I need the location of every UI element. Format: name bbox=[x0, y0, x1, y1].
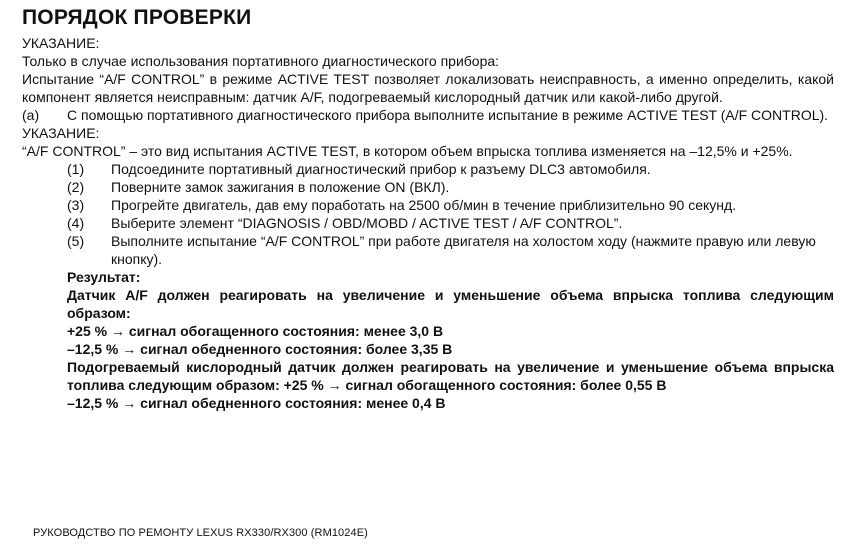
note-paragraph: Испытание “A/F CONTROL” в режиме ACTIVE TEST позволяет локализовать неисправность, а именно определить, какой компонент является неисправным: датчик A/F, подогреваемый кислородный датчик или какой-либо другой. bbox=[22, 71, 834, 105]
step-text: Выполните испытание “A/F CONTROL” при работе двигателя на холостом ходу (нажмите правую или левую кнопку). bbox=[111, 233, 816, 267]
step-item bbox=[67, 178, 834, 196]
step-a bbox=[22, 106, 834, 124]
step-list bbox=[67, 160, 834, 268]
result-block bbox=[67, 268, 834, 412]
page-footer: РУКОВОДСТВО ПО РЕМОНТУ LEXUS RX330/RX300 (RM1024E) bbox=[33, 527, 368, 539]
step-text: Прогрейте двигатель, дав ему поработать на 2500 об/мин в течение приблизительно 90 секунд. bbox=[111, 197, 737, 213]
step-label: (4) bbox=[67, 215, 85, 231]
step-label: (1) bbox=[67, 161, 85, 177]
af-rich-value: +25 % → сигнал обогащенного состояния: менее 3,0 В bbox=[67, 323, 444, 339]
af-sensor-requirement: Датчик A/F должен реагировать на увеличение и уменьшение объема впрыска топлива следующим образом: bbox=[67, 287, 834, 321]
ho2-lean-value: –12,5 % → сигнал обедненного состояния: менее 0,4 В bbox=[67, 395, 446, 411]
step-text: Поверните замок зажигания в положение ON (ВКЛ). bbox=[111, 179, 450, 195]
step-label: (a) bbox=[22, 107, 40, 123]
step-item bbox=[67, 160, 834, 178]
note-heading: УКАЗАНИЕ: bbox=[22, 35, 100, 51]
step-item bbox=[67, 196, 834, 214]
step-item bbox=[67, 214, 834, 232]
step-label: (3) bbox=[67, 197, 85, 213]
note-heading: УКАЗАНИЕ: bbox=[22, 125, 100, 141]
step-label: (2) bbox=[67, 179, 85, 195]
result-heading: Результат: bbox=[67, 269, 141, 285]
step-label: (5) bbox=[67, 233, 85, 249]
note-text: Только в случае использования портативного диагностического прибора: bbox=[22, 53, 500, 69]
ho2-sensor-requirement: Подогреваемый кислородный датчик должен реагировать на увеличение и уменьшение объема впрыска топлива следующим образом: +25 % → сигнал обогащенного состояния: более 0,55 В bbox=[67, 359, 834, 393]
step-text: Выберите элемент “DIAGNOSIS / OBD/MOBD / ACTIVE TEST / A/F CONTROL”. bbox=[111, 215, 623, 231]
note-paragraph: “A/F CONTROL” – это вид испытания ACTIVE TEST, в котором объем впрыска топлива изменяется на –12,5% и +25%. bbox=[22, 143, 793, 159]
document-page bbox=[22, 6, 834, 412]
af-lean-value: –12,5 % → сигнал обедненного состояния: более 3,35 В bbox=[67, 341, 453, 357]
step-item bbox=[67, 232, 834, 268]
step-text: Подсоедините портативный диагностический прибор к разъему DLC3 автомобиля. bbox=[111, 161, 651, 177]
page-title: ПОРЯДОК ПРОВЕРКИ bbox=[22, 6, 252, 29]
step-text: С помощью портативного диагностического прибора выполните испытание в режиме ACTIVE TEST (A/F CONTROL). bbox=[67, 107, 829, 123]
